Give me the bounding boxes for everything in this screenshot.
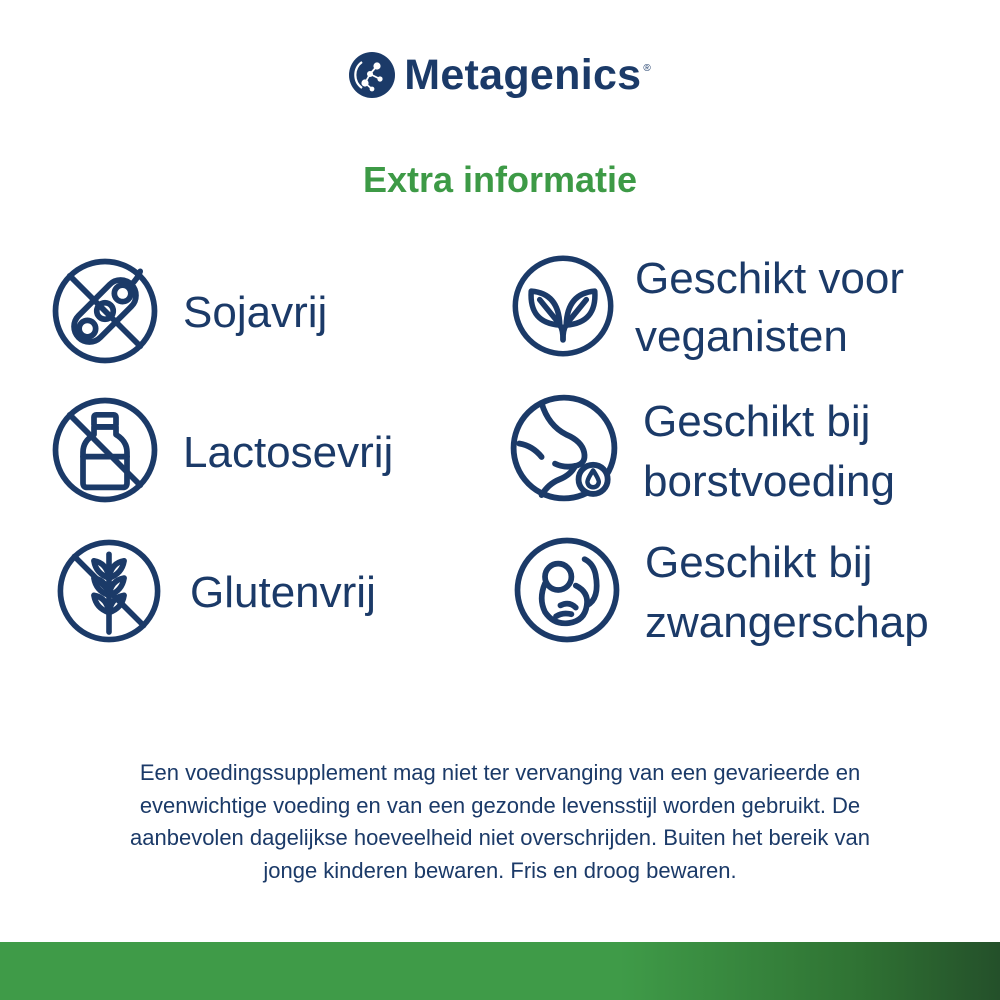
lactose-free-icon <box>50 395 160 505</box>
feature-label-breastfeeding-line1: Geschikt bij <box>643 397 871 446</box>
molecule-logo-icon <box>349 52 395 98</box>
vegan-leaves-icon <box>510 253 616 359</box>
gluten-free-icon <box>55 537 163 645</box>
brand-logo <box>0 50 1000 100</box>
registered-mark: ® <box>643 63 651 74</box>
pregnancy-icon <box>512 535 622 645</box>
feature-label-pregnancy-line2: zwangerschap <box>645 598 929 647</box>
disclaimer-line: Een voedingssupplement mag niet ter vervanging van een gevarieerde en <box>139 760 861 785</box>
breastfeeding-icon <box>508 392 620 504</box>
feature-label-breastfeeding-line2: borstvoeding <box>643 457 895 506</box>
feature-label-vegan-line1: Geschikt voor <box>635 254 904 303</box>
soy-free-icon <box>50 256 160 366</box>
disclaimer-text <box>0 757 1000 887</box>
bottom-green-bar <box>0 942 1000 1000</box>
feature-label-soy-free: Sojavrij <box>183 288 328 337</box>
disclaimer-line: jonge kinderen bewaren. Fris en droog bewaren. <box>263 857 737 883</box>
feature-label-pregnancy-line1: Geschikt bij <box>645 538 873 587</box>
disclaimer-line: aanbevolen dagelijkse hoeveelheid niet overschrijden. Buiten het bereik van <box>130 825 870 850</box>
feature-label-gluten-free: Glutenvrij <box>190 568 376 617</box>
disclaimer-line: evenwichtige voeding en van een gezonde levensstijl worden gebruikt. De <box>139 792 861 818</box>
feature-label-lactose-free: Lactosevrij <box>183 428 394 477</box>
feature-label-vegan-line2: veganisten <box>635 312 848 361</box>
section-heading: Extra informatie <box>362 159 638 200</box>
brand-name: Metagenics <box>404 51 642 99</box>
